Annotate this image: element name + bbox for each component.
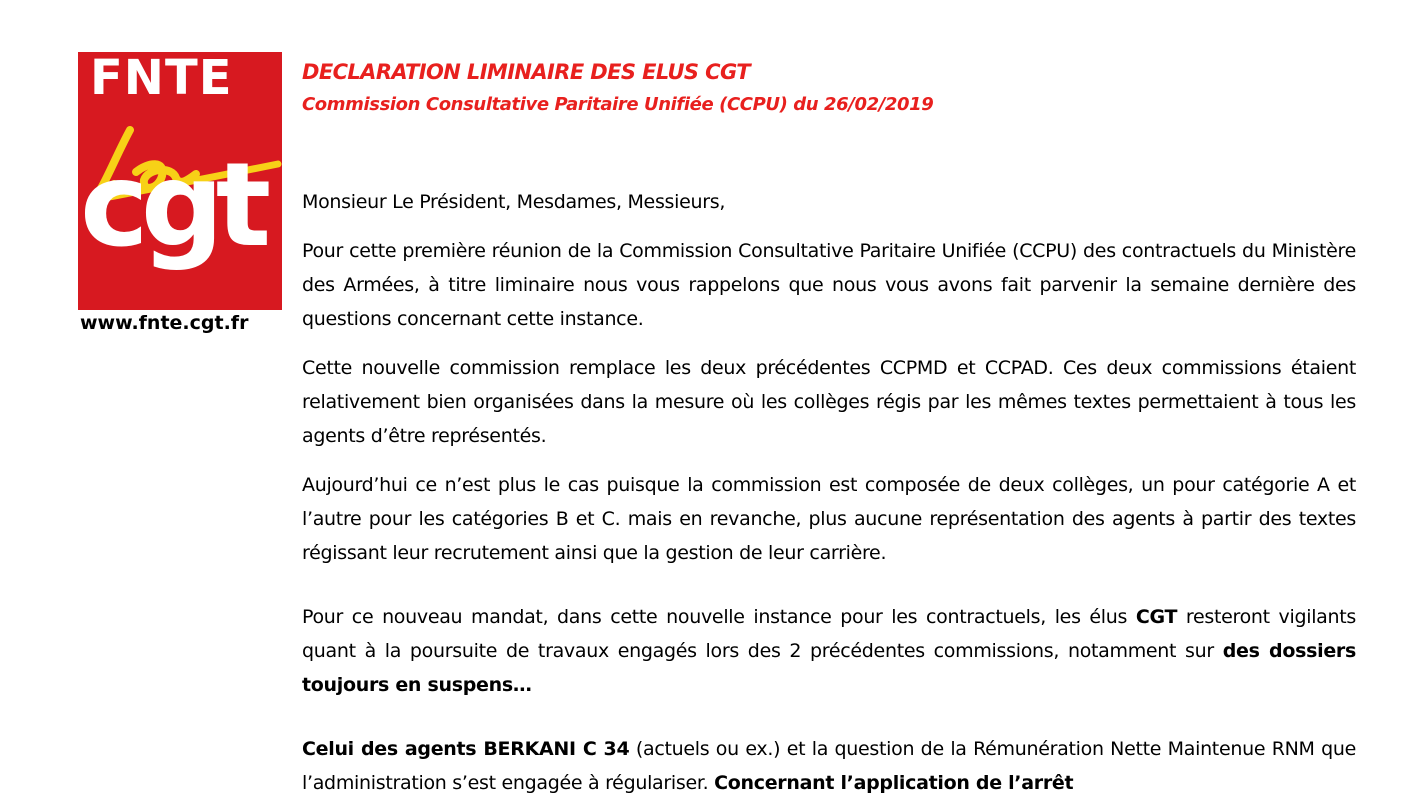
p4-bold-suspens: des dossiers toujours en suspens…	[302, 640, 1356, 696]
p4-text-b: resteront vigilants quant à la poursuite de travaux engagés lors des 2 précédentes commissions, notamment sur	[302, 606, 1357, 662]
paragraph-5	[302, 732, 1356, 794]
fnte-cgt-logo	[78, 52, 282, 344]
logo-fnte-text: FNTE	[90, 52, 233, 106]
logo-url: www.fnte.cgt.fr	[80, 312, 249, 334]
document-header	[302, 56, 1362, 122]
document-title: DECLARATION LIMINAIRE DES ELUS CGT	[302, 60, 750, 84]
p5-bold-arret: Concernant l’application de l’arrêt	[714, 772, 1074, 794]
p5-text-a: (actuels ou ex.) et la question de la Rémunération Nette Maintenue RNM que l’administration s’est engagée à régulariser.	[302, 738, 1356, 794]
document-body	[302, 185, 1356, 794]
p4-bold-cgt: CGT	[1135, 606, 1178, 628]
paragraph-1: Pour cette première réunion de la Commission Consultative Paritaire Unifiée (CCPU) des contractuels du Ministère des Armées, à titre liminaire nous vous rappelons que nous vous avons fait parvenir la semaine dernière des questions concernant cette instance.	[302, 240, 1356, 330]
logo-cgt-text: cgt	[80, 138, 264, 273]
logo-red-block	[78, 52, 282, 310]
paragraph-3: Aujourd’hui ce n’est plus le cas puisque la commission est composée de deux collèges, un pour catégorie A et l’autre pour les catégories B et C. mais en revanche, plus aucune représentation des agents à partir des textes régissant leur recrutement ainsi que la gestion de leur carrière.	[302, 474, 1356, 564]
p4-text-a: Pour ce nouveau mandat, dans cette nouvelle instance pour les contractuels, les élus	[302, 606, 1136, 628]
greeting: Monsieur Le Président, Mesdames, Messieurs,	[302, 191, 726, 213]
document-subtitle: Commission Consultative Paritaire Unifiée (CCPU) du 26/02/2019	[302, 94, 934, 115]
p5-bold-berkani: Celui des agents BERKANI C 34	[302, 738, 630, 760]
paragraph-2: Cette nouvelle commission remplace les deux précédentes CCPMD et CCPAD. Ces deux commissions étaient relativement bien organisées dans la mesure où les collèges régis par les mêmes textes permettaient à tous les agents d’être représentés.	[302, 357, 1356, 447]
paragraph-4	[302, 600, 1356, 702]
